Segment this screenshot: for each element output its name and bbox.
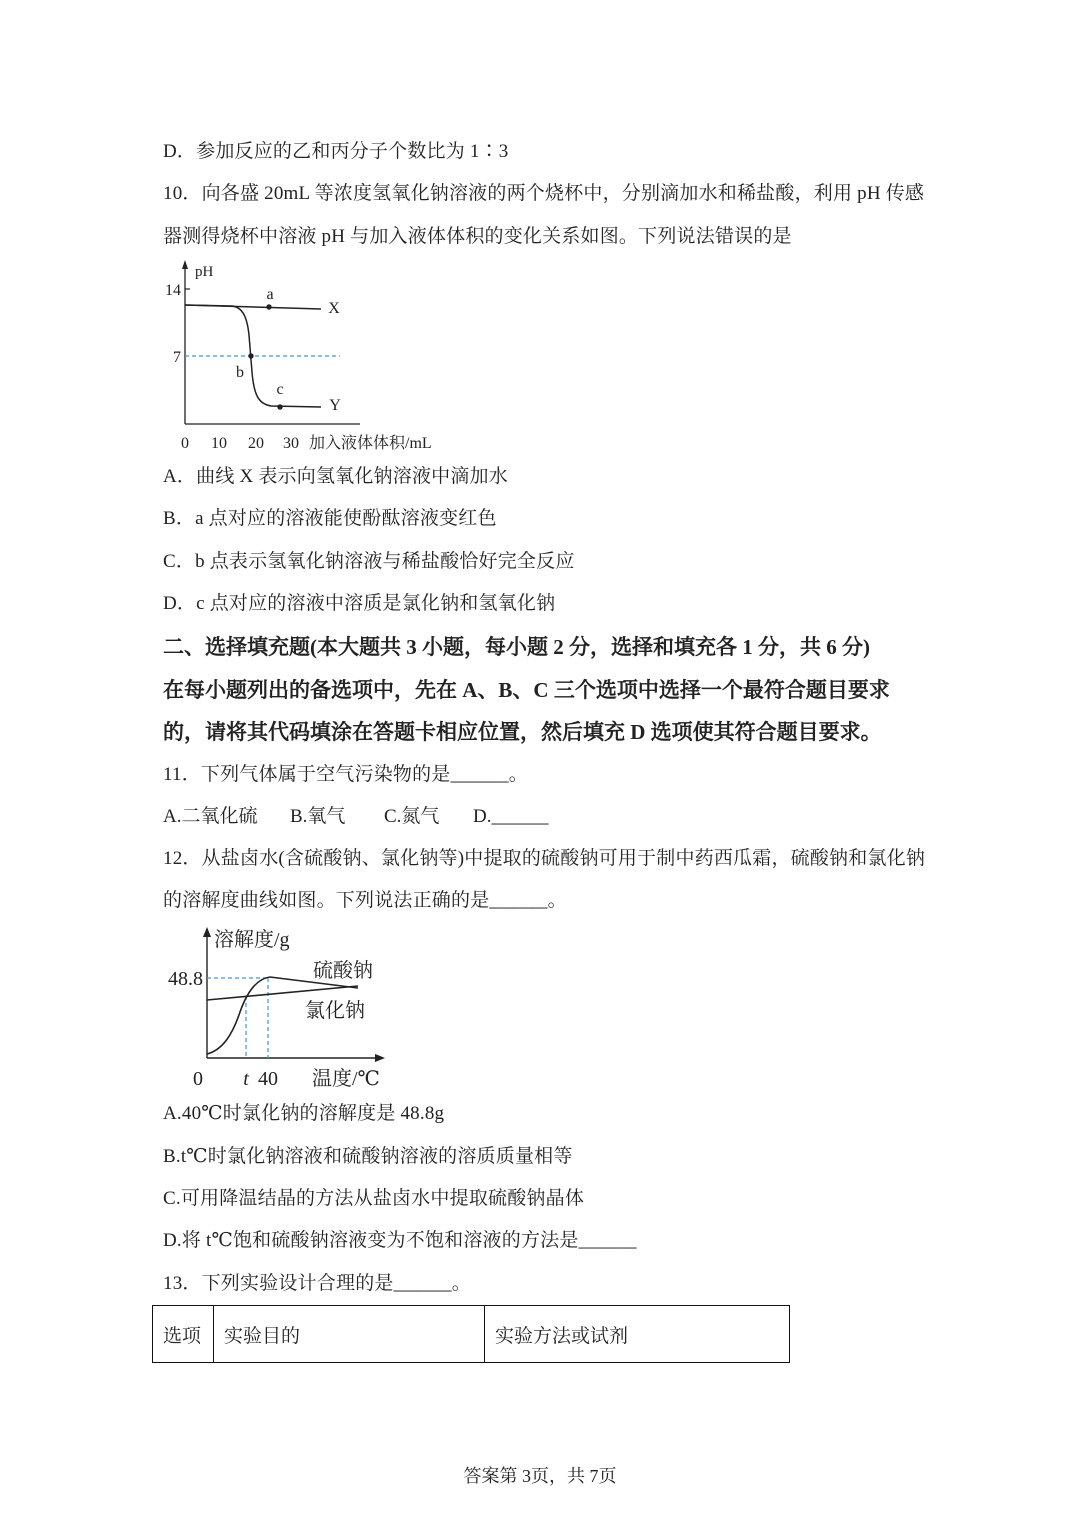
q11-option-c: C.氮气 — [384, 806, 440, 827]
table-header-method: 实验方法或试剂 — [485, 1306, 790, 1363]
q10-option-a: A．曲线 X 表示向氢氧化钠溶液中滴加水 — [163, 466, 508, 487]
y-tick-label-7: 7 — [173, 349, 181, 366]
x-tick-label-20: 20 — [248, 435, 264, 452]
q11-stem: 11．下列气体属于空气污染物的是______。 — [163, 764, 528, 785]
x-tick-label-0: 0 — [181, 435, 189, 452]
curve-sodium-chloride — [207, 986, 358, 1000]
point-c-label: c — [276, 381, 284, 398]
q11-option-d: D.______ — [473, 806, 549, 827]
q10-stem-line2: 器测得烧杯中溶液 pH 与加入液体体积的变化关系如图。下列说法错误的是 — [163, 226, 792, 247]
x-tick-label-t: t — [243, 1068, 249, 1090]
y-axis-arrow — [182, 260, 188, 269]
q12-option-c: C.可用降温结晶的方法从盐卤水中提取硫酸钠晶体 — [163, 1188, 585, 1209]
q9-option-d: D．参加反应的乙和丙分子个数比为 1∶3 — [163, 141, 509, 162]
ph-curve-figure — [150, 255, 460, 455]
section2-heading: 二、选择填充题(本大题共 3 小题，每小题 2 分，选择和填充各 1 分，共 6 分) — [163, 635, 870, 659]
q10-option-b: B．a 点对应的溶液能使酚酞溶液变红色 — [163, 508, 497, 529]
x-tick-label-40: 40 — [258, 1068, 278, 1090]
x-tick-label-0: 0 — [193, 1068, 203, 1090]
series-sodium-chloride-label: 氯化钠 — [305, 1000, 365, 1022]
q12-stem-line2: 的溶解度曲线如图。下列说法正确的是______。 — [163, 890, 567, 911]
q12-option-a: A.40℃时氯化钠的溶解度是 48.8g — [163, 1103, 445, 1124]
q13-stem: 13．下列实验设计合理的是______。 — [163, 1273, 472, 1294]
series-x-label: X — [328, 300, 340, 317]
x-tick-label-10: 10 — [211, 435, 227, 452]
y-tick-label-48-8: 48.8 — [168, 968, 203, 990]
section2-instruction-line1: 在每小题列出的备选项中，先在 A、B、C 三个选项中选择一个最符合题目要求 — [163, 678, 890, 702]
q11-option-b: B.氧气 — [290, 806, 346, 827]
q11-option-a: A.二氧化硫 — [163, 806, 258, 827]
x-axis-label: 温度/℃ — [312, 1068, 380, 1090]
point-a — [266, 304, 271, 309]
table-header-option: 选项 — [153, 1306, 214, 1363]
section2-instruction-line2: 的，请将其代码填涂在答题卡相应位置，然后填充 D 选项使其符合题目要求。 — [163, 720, 882, 744]
q10-option-c: C．b 点表示氢氧化钠溶液与稀盐酸恰好完全反应 — [163, 551, 575, 572]
y-axis-label: pH — [195, 264, 214, 280]
y-axis-arrow — [203, 927, 211, 937]
series-y-label: Y — [329, 397, 341, 414]
point-a-label: a — [266, 286, 274, 303]
point-b — [248, 353, 253, 358]
page-footer: 答案第 3页，共 7页 — [463, 1466, 617, 1486]
point-c — [277, 404, 282, 409]
experiment-table — [152, 1305, 790, 1363]
q12-stem-line1: 12．从盐卤水(含硫酸钠、氯化钠等)中提取的硫酸钠可用于制中药西瓜霜，硫酸钠和氯化钠 — [163, 848, 926, 869]
y-axis-label: 溶解度/g — [214, 929, 290, 951]
table-header-row — [153, 1306, 790, 1363]
q10-option-d: D．c 点对应的溶液中溶质是氯化钠和氢氧化钠 — [163, 593, 556, 614]
solubility-curve-figure — [155, 920, 395, 1095]
x-tick-label-30: 30 — [283, 435, 299, 452]
series-sodium-sulfate-label: 硫酸钠 — [313, 960, 373, 982]
q12-option-b: B.t℃时氯化钠溶液和硫酸钠溶液的溶质质量相等 — [163, 1146, 573, 1167]
y-tick-label-14: 14 — [165, 282, 181, 299]
x-axis-arrow — [375, 1054, 385, 1062]
x-axis-label: 加入液体体积/mL — [309, 435, 432, 452]
q12-option-d: D.将 t℃饱和硫酸钠溶液变为不饱和溶液的方法是______ — [163, 1230, 637, 1251]
q10-stem-line1: 10．向各盛 20mL 等浓度氢氧化钠溶液的两个烧杯中，分别滴加水和稀盐酸，利用 pH 传感 — [163, 183, 925, 204]
table-header-purpose: 实验目的 — [214, 1306, 485, 1363]
point-b-label: b — [236, 364, 244, 381]
